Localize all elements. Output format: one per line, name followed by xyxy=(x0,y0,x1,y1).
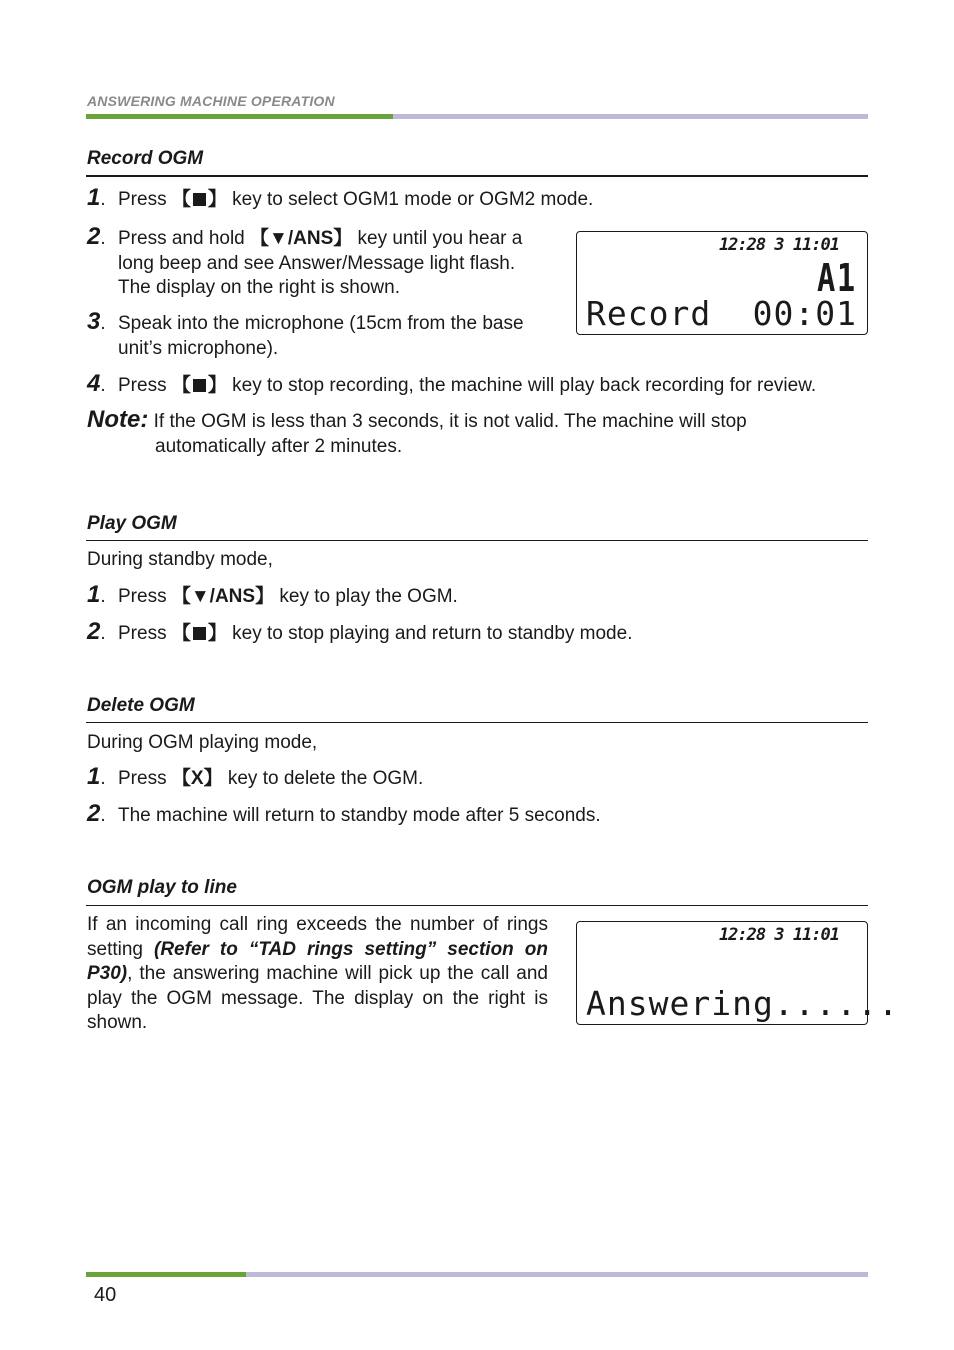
section-title-ogm-play-to-line: OGM play to line xyxy=(87,877,237,898)
header-rule-lavender xyxy=(393,114,868,119)
step-number: 1. xyxy=(87,581,106,608)
step-number: 2. xyxy=(87,800,106,827)
delete-step-1: 1. Press 【X】 key to delete the OGM. xyxy=(87,763,424,790)
section-rule xyxy=(86,722,868,723)
section-rule xyxy=(86,175,868,177)
lcd-label: Record xyxy=(586,294,712,333)
section-title-play-ogm: Play OGM xyxy=(87,513,177,534)
lcd-label: Answering...... xyxy=(586,984,900,1023)
delete-step-2: 2. The machine will return to standby mode after 5 seconds. xyxy=(87,800,601,827)
step-number: 2. xyxy=(87,223,106,250)
stop-key-icon xyxy=(193,193,206,206)
lcd-display-answering xyxy=(576,921,900,1025)
section-title-delete-ogm: Delete OGM xyxy=(87,695,195,716)
record-step-3: 3. Speak into the microphone (15cm from the base unit’s microphone). xyxy=(87,308,524,359)
play-intro: During standby mode, xyxy=(87,549,273,570)
play-step-1: 1. Press 【▼/ANS】 key to play the OGM. xyxy=(87,581,458,608)
step-number: 3. xyxy=(87,308,106,335)
footer-rule-green xyxy=(86,1272,246,1277)
lcd-display-record xyxy=(576,231,868,335)
record-step-1: 1. Press 【 】 key to select OGM1 mode or OGM2 mode. xyxy=(87,184,594,211)
header-rule-green xyxy=(86,114,393,119)
section-rule xyxy=(86,905,868,906)
page-number: 40 xyxy=(94,1284,117,1306)
lcd-clock: 12:28 3 11:01 xyxy=(718,925,839,945)
running-head: ANSWERING MACHINE OPERATION xyxy=(87,93,335,109)
section-rule xyxy=(86,540,868,541)
note: Note: If the OGM is less than 3 seconds, it is not valid. The machine will stop automatically after 2 minutes. xyxy=(87,406,747,457)
lcd-mode: A1 xyxy=(817,256,857,300)
step-number: 1. xyxy=(87,184,106,211)
step-number: 2. xyxy=(87,618,106,645)
step-number: 1. xyxy=(87,763,106,790)
step-number: 4. xyxy=(87,370,106,397)
footer-rule-lavender xyxy=(246,1272,868,1277)
reference-text: (Refer to “TAD rings setting” section on P30) xyxy=(87,938,549,984)
delete-intro: During OGM playing mode, xyxy=(87,732,318,753)
note-label: Note: xyxy=(87,406,149,433)
record-step-4: 4. Press 【 】 key to stop recording, the machine will play back recording for review. xyxy=(87,370,817,397)
stop-key-icon xyxy=(193,379,206,392)
lcd-time: 00:01 xyxy=(752,294,857,333)
record-step-2: 2. Press and hold 【▼/ANS】 key until you hear a long beep and see Answer/Message light flash. The display on the right is shown. xyxy=(87,223,523,298)
ogm-line-paragraph: If an incoming call ring exceeds the number of rings setting (Refer to “TAD rings setting” section on P30), the answering machine will pick up the call and play the OGM message. The display on the right is shown. xyxy=(87,914,549,1033)
lcd-clock: 12:28 3 11:01 xyxy=(718,235,839,255)
play-step-2: 2. Press 【 】 key to stop playing and return to standby mode. xyxy=(87,618,633,645)
stop-key-icon xyxy=(193,627,206,640)
section-title-record-ogm: Record OGM xyxy=(87,148,204,169)
